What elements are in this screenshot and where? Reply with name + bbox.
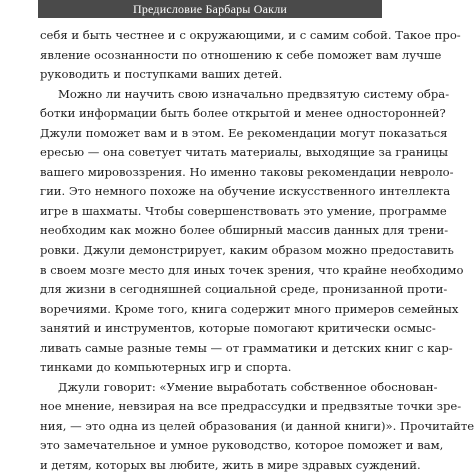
text-line: гии. Это немного похоже на обучение искусственного интеллекта [40,184,451,199]
text-line: Джули говорит: «Умение выработать собственное обоснован- [58,379,438,394]
text-line: ливать самые разные темы — от грамматики и детских книг с кар- [40,340,453,355]
running-header [38,0,382,18]
text-line: ное мнение, невзирая на все предрассудки и предвзятые точки зре- [40,399,462,414]
text-line: занятий и инструментов, которые помогают критически осмыс- [40,321,436,336]
text-line: тинками до компьютерных игр и спорта. [40,360,292,375]
text-line: Можно ли научить свою изначально предвзятую систему обра- [58,86,450,101]
text-line: ния, — это одна из целей образования (и данной книги)». Прочитайте [40,418,474,433]
text-line: Джули поможет вам и в этом. Ее рекомендации могут показаться [40,125,448,140]
body-text [40,26,474,476]
text-line: себя и быть честнее и с окружающими, и с самим собой. Такое про- [40,28,461,42]
text-line: руководить и поступками ваших детей. [40,67,283,82]
text-line: это замечательное и умное руководство, которое поможет и вам, [40,438,444,453]
text-line: ботки информации быть более открытой и менее односторонней? [40,106,446,121]
text-line: ровки. Джули демонстрирует, каким образом можно предоставить [40,243,454,258]
text-line: явление осознанности по отношению к себе поможет вам лучше [40,47,442,62]
text-line: вашего мировоззрения. Но именно таковы рекомендации невроло- [40,164,454,179]
text-line: для жизни в сегодняшней социальной среде, пронизанной проти- [40,282,448,297]
text-line: необходим как можно более обширный массив данных для трени- [40,223,449,238]
running-header-title: Предисловие Барбары Оакли [132,2,288,16]
text-line: воречиями. Кроме того, книга содержит много примеров семейных [40,301,459,316]
text-line: игре в шахматы. Чтобы совершенствовать это умение, программе [40,203,447,218]
text-line: в своем мозге место для иных точек зрения, что крайне необходимо [40,262,464,277]
text-line: ересью — она советует читать материалы, выходящие за границы [40,145,448,160]
text-line: и детям, которых вы любите, жить в мире здравых суждений. [40,458,421,473]
